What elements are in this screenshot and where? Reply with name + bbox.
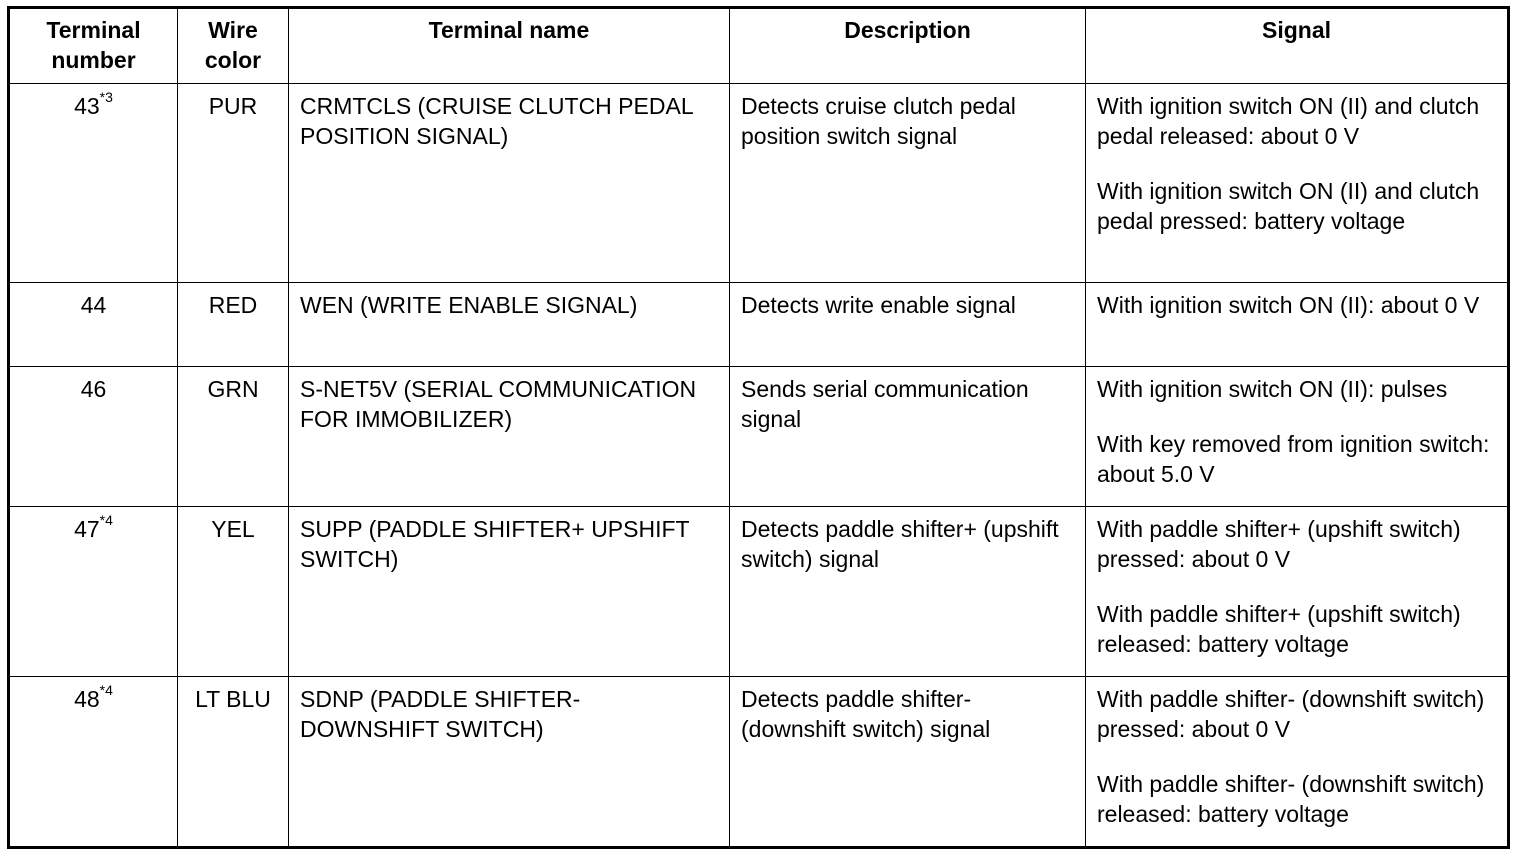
signal-cell — [1086, 283, 1509, 367]
wire-color-cell: PUR — [178, 84, 289, 283]
header-signal: Signal — [1086, 8, 1509, 84]
signal-line: With ignition switch ON (II): about 0 V — [1097, 292, 1480, 319]
description-cell: Detects paddle shifter+ (upshift switch) signal — [730, 506, 1086, 676]
terminal-name-cell: CRMTCLS (CRUISE CLUTCH PEDAL POSITION SIGNAL) — [289, 84, 730, 283]
wire-color-cell: LT BLU — [178, 676, 289, 847]
table-row — [9, 676, 1509, 847]
signal-line: With paddle shifter+ (upshift switch) pressed: about 0 V — [1097, 515, 1461, 572]
description-cell: Detects cruise clutch pedal position switch signal — [730, 84, 1086, 283]
header-wire-color: Wire color — [178, 8, 289, 84]
terminal-name-cell: S-NET5V (SERIAL COMMUNICATION FOR IMMOBILIZER) — [289, 366, 730, 506]
table-row — [9, 283, 1509, 367]
header-description: Description — [730, 8, 1086, 84]
table-row — [9, 366, 1509, 506]
footnote-mark: *3 — [99, 89, 113, 106]
terminal-name-cell: SUPP (PADDLE SHIFTER+ UPSHIFT SWITCH) — [289, 506, 730, 676]
wire-color-cell: YEL — [178, 506, 289, 676]
description-cell: Sends serial communication signal — [730, 366, 1086, 506]
terminal-number: 44 — [80, 292, 107, 319]
signal-line: With paddle shifter- (downshift switch) released: battery voltage — [1097, 770, 1485, 827]
terminal-number-cell — [9, 506, 178, 676]
wire-color-cell: GRN — [178, 366, 289, 506]
table-row — [9, 506, 1509, 676]
signal-line: With ignition switch ON (II): pulses — [1097, 375, 1448, 402]
signal-cell — [1086, 506, 1509, 676]
signal-line: With ignition switch ON (II) and clutch pedal pressed: battery voltage — [1097, 178, 1480, 234]
terminal-number-cell — [9, 283, 178, 367]
wire-color-cell: RED — [178, 283, 289, 367]
terminal-number: 47 — [74, 515, 100, 542]
footnote-mark: *4 — [99, 682, 113, 699]
terminal-number-cell — [9, 84, 178, 283]
terminal-number: 43 — [74, 93, 100, 119]
header-terminal-number: Terminal number — [9, 8, 178, 84]
terminal-number: 48 — [74, 685, 100, 712]
signal-line: With key removed from ignition switch: about 5.0 V — [1097, 430, 1490, 487]
description-cell: Detects paddle shifter- (downshift switch) signal — [730, 676, 1086, 847]
terminal-name-cell: SDNP (PADDLE SHIFTER- DOWNSHIFT SWITCH) — [289, 676, 730, 847]
signal-cell — [1086, 84, 1509, 283]
signal-cell — [1086, 366, 1509, 506]
footnote-mark: *4 — [99, 512, 113, 529]
table-row — [9, 84, 1509, 283]
terminal-number-cell — [9, 366, 178, 506]
signal-cell — [1086, 676, 1509, 847]
terminal-table — [7, 6, 1510, 849]
description-cell: Detects write enable signal — [730, 283, 1086, 367]
signal-line: With paddle shifter+ (upshift switch) released: battery voltage — [1097, 600, 1461, 657]
signal-line: With paddle shifter- (downshift switch) pressed: about 0 V — [1097, 685, 1485, 742]
terminal-name-cell: WEN (WRITE ENABLE SIGNAL) — [289, 283, 730, 367]
terminal-number: 46 — [80, 375, 107, 402]
signal-line: With ignition switch ON (II) and clutch pedal released: about 0 V — [1097, 93, 1480, 149]
terminal-number-cell — [9, 676, 178, 847]
header-row — [9, 8, 1509, 84]
header-terminal-name: Terminal name — [289, 8, 730, 84]
